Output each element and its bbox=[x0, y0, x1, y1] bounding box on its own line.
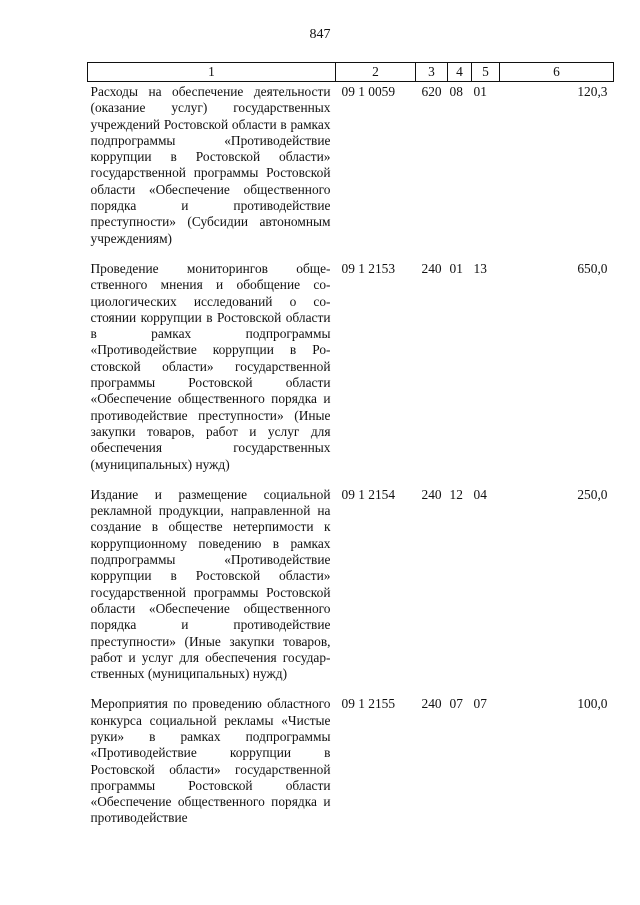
table-row bbox=[88, 259, 614, 473]
page-number: 847 bbox=[309, 27, 331, 42]
table-header bbox=[88, 63, 614, 82]
row-subsection: 01 bbox=[473, 84, 487, 99]
row-subsection: 04 bbox=[473, 486, 487, 502]
row-spacer bbox=[88, 473, 614, 485]
row-description: Расходы на обеспечение деятельности (оказание услуг) государственных учреждений Ростовской области в рамках подпрограммы «Противодействие коррупции в Ростовской области» государственной программы Ростовской области «Обеспечение общественного порядка и противодействие преступности» (Субсидии автономным учреждениям) bbox=[90, 84, 331, 246]
table-body bbox=[88, 82, 614, 827]
column-header-5: 5 bbox=[472, 63, 500, 82]
row-spacer bbox=[88, 247, 614, 259]
row-subsection: 13 bbox=[473, 260, 487, 276]
column-header-2: 2 bbox=[336, 63, 416, 82]
table-row bbox=[88, 485, 614, 683]
table-row bbox=[88, 694, 614, 826]
row-section: 12 bbox=[449, 486, 463, 502]
row-target-article: 09 1 2154 bbox=[341, 486, 396, 502]
column-header-3: 3 bbox=[416, 63, 448, 82]
row-amount: 250,0 bbox=[577, 486, 608, 502]
table-row bbox=[88, 82, 614, 247]
row-expense-type: 620 bbox=[421, 84, 442, 99]
column-header-1: 1 bbox=[88, 63, 336, 82]
row-description: Проведение мониторингов общественного мнения и обобщение социологических исследований о состоянии коррупции в Ростовской области в рамках подпрограммы «Противодействие коррупции в Ростовской области» государственной программы Ростовской области «Обеспечение общественного порядка и противодействие преступности» (Иные закупки товаров, работ и услуг для обеспечения государственных (муниципальных) нужд) bbox=[90, 260, 331, 472]
row-description: Издание и размещение социальной рекламной продукции, направленной на создание в обществе нетерпимости к коррупционному поведению в рамках подпрограммы «Противодействие коррупции в Ростовской области» государственной программы Ростовской области «Обеспечение общественного порядка и противодействие преступности» (Иные закупки товаров, работ и услуг для обеспечения государственных (муниципальных) нужд) bbox=[90, 486, 331, 682]
row-description: Мероприятия по проведению областного конкурса социальной рекламы «Чистые руки» в рамках подпрограммы «Противодействие коррупции в Ростовской области» государственной программы Ростовской области «Обеспечение общественного порядка и противодействие bbox=[90, 696, 331, 826]
row-target-article: 09 1 2153 bbox=[341, 260, 396, 276]
row-subsection: 07 bbox=[473, 696, 487, 712]
row-target-article: 09 1 2155 bbox=[341, 696, 396, 712]
header-row bbox=[88, 63, 614, 82]
column-header-6: 6 bbox=[500, 63, 614, 82]
row-amount: 100,0 bbox=[577, 696, 608, 712]
row-section: 07 bbox=[449, 696, 463, 712]
row-expense-type: 240 bbox=[421, 486, 442, 502]
row-expense-type: 240 bbox=[421, 260, 442, 276]
row-spacer bbox=[88, 682, 614, 694]
row-section: 08 bbox=[449, 84, 463, 99]
row-amount: 650,0 bbox=[577, 260, 608, 276]
row-section: 01 bbox=[449, 260, 463, 276]
budget-table bbox=[87, 62, 614, 827]
row-expense-type: 240 bbox=[421, 696, 442, 712]
row-target-article: 09 1 0059 bbox=[341, 84, 396, 99]
column-header-4: 4 bbox=[448, 63, 472, 82]
row-amount: 120,3 bbox=[577, 84, 608, 99]
